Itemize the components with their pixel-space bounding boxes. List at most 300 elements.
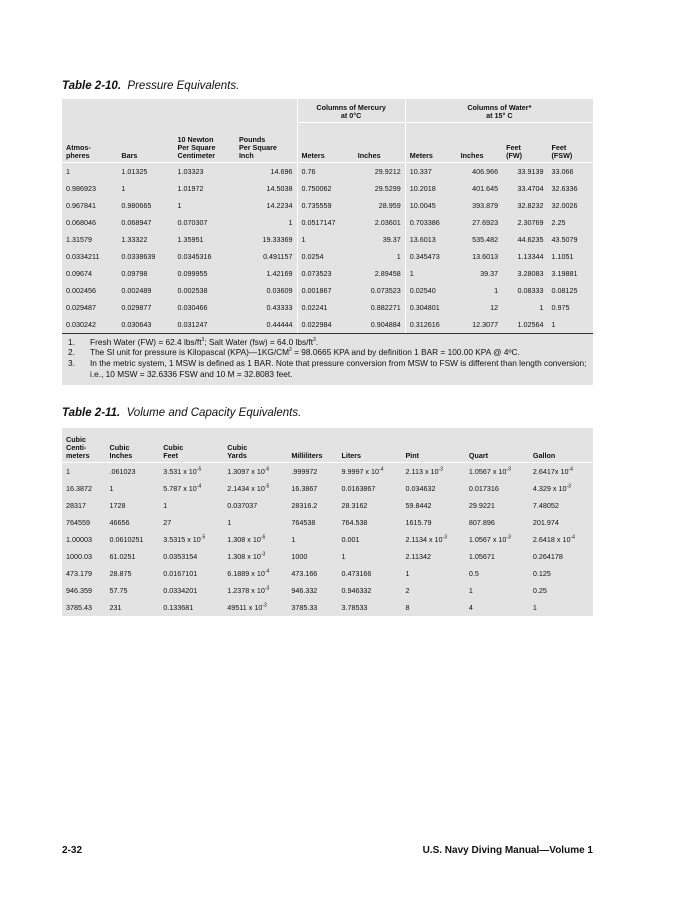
cell-exponent: -3 — [262, 602, 267, 609]
table-note — [68, 358, 587, 380]
table-cell: 0.09674 — [66, 268, 92, 278]
table-cell — [62, 582, 106, 599]
cell-exponent: -5 — [196, 466, 202, 473]
cell-value: 764538 — [291, 517, 316, 527]
cell-value: 2.113 x 10 — [405, 466, 439, 476]
table-cell: 0.0338639 — [121, 251, 156, 261]
table-cell: 0.0334211 — [66, 251, 100, 261]
table-title: Volume and Capacity Equivalents. — [126, 407, 302, 419]
table-cell: 1 — [121, 183, 126, 193]
note-text-part: = 98.0665 KPA and by definition 1 BAR = 100.00 KPA @ 4ºC. — [291, 347, 520, 358]
column-header — [354, 122, 405, 162]
cell-value: 1 — [405, 568, 410, 578]
table-cell — [159, 548, 223, 565]
table-cell: 0.0345316 — [177, 251, 212, 261]
table-cell — [106, 548, 160, 565]
table-cell — [62, 462, 106, 480]
table-cell: 12.3077 — [472, 319, 499, 329]
cell-value: 59.8442 — [405, 500, 432, 510]
cell-value: 1.308 x 10 — [227, 551, 261, 561]
pressure-table-body — [62, 162, 593, 333]
table-cell: 0.345473 — [405, 248, 456, 265]
table-cell — [287, 480, 337, 497]
cell-value: 1.00003 — [66, 534, 92, 544]
table-cell — [337, 480, 401, 497]
table-row — [62, 565, 593, 582]
cell-value: 1.3097 x 10 — [227, 466, 265, 476]
table-cell — [402, 565, 465, 582]
table-cell — [223, 531, 287, 548]
volume-table-body — [62, 462, 593, 616]
note-text-part: 2 — [289, 347, 292, 354]
cell-value: 16.3867 — [291, 483, 318, 493]
table-cell — [337, 531, 401, 548]
table-cell — [159, 480, 223, 497]
cell-value: .061023 — [109, 466, 136, 476]
table-cell: 10.2018 — [405, 180, 456, 197]
note-text-part: The SI unit for pressure is Kilopascal (KPA)—1KG/CM — [90, 347, 290, 358]
table-cell — [402, 531, 465, 548]
column-header — [502, 122, 547, 162]
table-cell: 393.879 — [472, 200, 499, 210]
table-cell: 32.6336 — [551, 183, 578, 193]
table-cell: 33.9139 — [517, 166, 544, 176]
cell-value: 764559 — [66, 517, 90, 527]
table-cell: 39.37 — [480, 268, 499, 278]
table-cell — [159, 497, 223, 514]
cell-value: 0.25 — [532, 585, 547, 595]
table-title: Pressure Equivalents. — [127, 80, 240, 92]
group-header-line: Columns of Mercury — [316, 103, 386, 112]
table-cell: 13.6013 — [472, 251, 499, 261]
table-cell — [402, 462, 465, 480]
table-note — [68, 337, 587, 348]
note-number: 2. — [68, 347, 75, 358]
cell-value: 1 — [341, 551, 346, 561]
table-row — [62, 299, 593, 316]
table-cell — [529, 548, 593, 565]
cell-value: 946.359 — [66, 585, 92, 595]
table-row — [62, 531, 593, 548]
cell-value: 2.6418 x 10 — [532, 534, 571, 544]
table-cell: 14.2234 — [266, 200, 293, 210]
table-cell: 1 — [177, 200, 182, 210]
table-cell — [159, 582, 223, 599]
table-cell: 1.01325 — [121, 166, 148, 176]
table-cell: 1 — [539, 302, 544, 312]
table-cell — [465, 514, 529, 531]
table-cell: 0.068046 — [66, 217, 96, 227]
table-cell: 0.882271 — [370, 302, 401, 312]
table-cell: 0.073523 — [297, 265, 354, 282]
cell-value: 1 — [66, 466, 70, 476]
column-header-line: Centi- — [66, 442, 87, 452]
column-header-line: Cubic — [163, 442, 184, 452]
table-cell: 1 — [494, 285, 499, 295]
column-header-line: Yards — [227, 451, 247, 461]
cell-exponent: -4 — [264, 568, 270, 575]
table-label: Table 2-10. — [62, 80, 122, 92]
column-header-line: 10 Newton — [177, 134, 214, 144]
group-header-line: Columns of Water* — [467, 103, 532, 112]
table-row — [62, 282, 593, 299]
cell-value: 1.0567 x 10 — [468, 534, 507, 544]
table-row — [62, 180, 593, 197]
table-cell: 0.975 — [551, 302, 570, 312]
note-text — [90, 358, 587, 380]
cell-value: 3.78533 — [341, 602, 368, 612]
note-text-part: . — [315, 336, 319, 347]
table-cell — [337, 565, 401, 582]
table-cell: 14.696 — [270, 166, 293, 176]
cell-value: 61.0251 — [109, 551, 136, 561]
cell-value: 1.05671 — [468, 551, 495, 561]
cell-value: 2.11342 — [405, 551, 431, 561]
column-header-line: Meters — [409, 151, 433, 161]
table-row — [62, 162, 593, 180]
column-header — [402, 428, 465, 462]
column-header-row — [62, 122, 593, 162]
column-header-line: Centimeter — [177, 151, 216, 161]
table-cell: 0.030643 — [121, 319, 152, 329]
table-cell: 1.1051 — [551, 251, 574, 261]
table-note — [68, 347, 587, 358]
column-header-line: Gallon — [532, 451, 556, 461]
table-cell — [159, 531, 223, 548]
table-cell: 0.022984 — [297, 316, 354, 333]
table-cell: 0.750062 — [297, 180, 354, 197]
table-label: Table 2-11. — [62, 407, 121, 419]
column-header-line: Feet — [163, 451, 179, 461]
table-cell — [223, 599, 287, 616]
cell-exponent: -3 — [438, 466, 443, 473]
table-cell: 0.312616 — [405, 316, 456, 333]
cell-value: 3.531 x 10 — [163, 466, 197, 476]
column-header — [223, 428, 287, 462]
table-cell: 1.33322 — [121, 234, 148, 244]
cell-value: 29.9221 — [468, 500, 495, 510]
group-header-row — [62, 99, 593, 122]
table-cell: 1.03323 — [177, 166, 204, 176]
cell-value: 16.3872 — [66, 483, 92, 493]
table-cell — [106, 565, 160, 582]
table-cell — [402, 497, 465, 514]
cell-value: 0.946332 — [341, 585, 372, 595]
table-cell: 0.031247 — [177, 319, 208, 329]
table-cell: 27.6923 — [472, 217, 499, 227]
table-cell: 406.966 — [472, 166, 499, 176]
table-cell: 0.904884 — [370, 319, 401, 329]
cell-exponent: -6 — [264, 466, 270, 473]
table-row — [62, 514, 593, 531]
table-row — [62, 197, 593, 214]
table-cell: 0.986923 — [66, 183, 96, 193]
cell-value: 1 — [291, 534, 296, 544]
table-cell — [337, 599, 401, 616]
cell-exponent: -5 — [200, 534, 206, 541]
column-header-line: Meters — [301, 151, 325, 161]
cell-value: 2.1134 x 10 — [405, 534, 443, 544]
table-cell: 2.89458 — [374, 268, 401, 278]
table-cell: 0.068947 — [121, 217, 152, 227]
column-header — [287, 428, 337, 462]
table-cell — [159, 565, 223, 582]
cell-value: 0.473166 — [341, 568, 372, 578]
column-header — [106, 428, 160, 462]
table-row — [62, 231, 593, 248]
cell-value: 6.1889 x 10 — [227, 568, 265, 578]
table-cell — [529, 565, 593, 582]
table-cell — [106, 531, 160, 548]
table-cell: 33.066 — [551, 166, 574, 176]
cell-exponent: -4 — [196, 483, 202, 490]
table-cell: 1.42169 — [266, 268, 293, 278]
column-header-line: Feet — [506, 143, 521, 152]
column-header-line: meters — [66, 451, 90, 461]
cell-value: 8 — [405, 602, 410, 612]
table-cell — [465, 462, 529, 480]
column-header — [62, 122, 117, 162]
table-cell: 32.8232 — [517, 200, 544, 210]
table-notes — [62, 333, 593, 385]
table-cell — [62, 531, 106, 548]
cell-exponent: -3 — [506, 466, 511, 473]
column-header — [159, 428, 223, 462]
cell-value: 0.034632 — [405, 483, 436, 493]
table-cell — [337, 462, 401, 480]
table-cell: 0.099955 — [177, 268, 208, 278]
table-cell — [465, 480, 529, 497]
table-cell: 0.002489 — [121, 285, 152, 295]
table-cell: 1 — [288, 217, 293, 227]
column-header — [337, 428, 401, 462]
table-cell — [287, 582, 337, 599]
cell-value: 3.5315 x 10 — [163, 534, 201, 544]
volume-equivalents-table — [62, 428, 593, 616]
cell-value: 0.0163867 — [341, 483, 376, 493]
table-cell: 43.5079 — [551, 234, 578, 244]
cell-value: 27 — [163, 517, 172, 527]
table-cell — [337, 514, 401, 531]
cell-value: 0.0610251 — [109, 534, 144, 544]
cell-value: 201.974 — [532, 517, 559, 527]
cell-value: 28317 — [66, 500, 86, 510]
cell-exponent: -5 — [264, 483, 270, 490]
column-header — [62, 428, 106, 462]
table-cell — [465, 548, 529, 565]
table-cell: 401.645 — [472, 183, 499, 193]
table-cell — [62, 514, 106, 531]
table-cell — [287, 497, 337, 514]
table-cell — [223, 514, 287, 531]
table-cell: 0.030466 — [177, 302, 208, 312]
column-header-line: (FSW) — [551, 151, 573, 161]
table-row — [62, 214, 593, 231]
table-cell: 3.28083 — [517, 268, 544, 278]
table-cell — [529, 497, 593, 514]
table-cell — [159, 599, 223, 616]
column-header-line: Inches — [357, 151, 381, 161]
cell-value: 1 — [227, 517, 232, 527]
table-cell — [62, 548, 106, 565]
cell-value: 0.0353154 — [163, 551, 198, 561]
column-header-line: Quart — [468, 451, 489, 461]
table-cell: 2.03601 — [374, 217, 401, 227]
table-row — [62, 248, 593, 265]
cell-value: 0.0334201 — [163, 585, 198, 595]
cell-value: 57.75 — [109, 585, 128, 595]
table-cell: 13.6013 — [405, 231, 456, 248]
table-cell: 0.44444 — [266, 319, 293, 329]
cell-value: 0.0167101 — [163, 568, 198, 578]
table-cell: 0.304801 — [405, 299, 456, 316]
table-cell: 1.31579 — [66, 234, 92, 244]
table-row — [62, 582, 593, 599]
table-cell — [223, 480, 287, 497]
cell-value: 4 — [468, 602, 473, 612]
table-cell: 32.0026 — [551, 200, 578, 210]
table-2-11-caption — [62, 407, 301, 419]
table-cell: 0.029487 — [66, 302, 96, 312]
column-header-line: Inches — [460, 151, 484, 161]
table-cell — [529, 514, 593, 531]
table-row — [62, 497, 593, 514]
column-header — [405, 122, 456, 162]
book-title: U.S. Navy Diving Manual—Volume 1 — [422, 845, 593, 856]
column-header — [117, 122, 173, 162]
table-cell: 10.337 — [405, 162, 456, 180]
cell-exponent: -3 — [264, 585, 270, 592]
cell-exponent: -3 — [566, 483, 571, 490]
table-cell: 44.6235 — [517, 234, 544, 244]
note-text-part: In the metric system, 1 MSW is defined as 1 BAR. Note that pressure conversion from MSW to FSW is different than length conversion; i.e., 10 MSW = 32.6336 FSW and 10 M = 32.8083 feet. — [90, 358, 587, 379]
cell-value: 473.179 — [66, 568, 92, 578]
cell-value: 0.5 — [468, 568, 479, 578]
cell-value: 5.787 x 10 — [163, 483, 197, 493]
table-cell — [62, 480, 106, 497]
table-cell — [529, 480, 593, 497]
table-cell: 0.08333 — [517, 285, 544, 295]
table-cell — [62, 599, 106, 616]
table-cell — [402, 599, 465, 616]
group-header-mercury — [297, 99, 405, 122]
table-cell — [402, 514, 465, 531]
table-cell — [106, 582, 160, 599]
cell-exponent: -3 — [442, 534, 447, 541]
cell-value: 2.6417x 10 — [532, 466, 569, 476]
cell-value: 1 — [109, 483, 114, 493]
table-cell: 0.76 — [297, 162, 354, 180]
column-header-line: Per Square — [238, 143, 277, 152]
cell-value: 1615.79 — [405, 517, 432, 527]
table-cell — [465, 565, 529, 582]
table-cell — [223, 548, 287, 565]
cell-value: 473.166 — [291, 568, 318, 578]
cell-value: 807.896 — [468, 517, 495, 527]
table-cell: 1.35951 — [177, 234, 204, 244]
table-row — [62, 316, 593, 333]
table-cell: 0.029877 — [121, 302, 152, 312]
cell-value: 0.037037 — [227, 500, 258, 510]
cell-value: 28.3162 — [341, 500, 368, 510]
table-cell: 0.02241 — [297, 299, 354, 316]
table-cell — [337, 582, 401, 599]
note-number: 3. — [68, 358, 75, 369]
volume-table-grid — [62, 428, 593, 616]
cell-value: 0.017316 — [468, 483, 499, 493]
table-cell: 0.001867 — [297, 282, 354, 299]
column-header-line: Cubic — [227, 442, 248, 452]
cell-value: 764.538 — [341, 517, 368, 527]
table-cell: 14.5038 — [266, 183, 293, 193]
column-header — [297, 122, 354, 162]
table-cell: 29.9212 — [374, 166, 401, 176]
cell-exponent: -4 — [570, 534, 575, 541]
table-cell: 1 — [66, 166, 70, 176]
cell-value: 3785.43 — [66, 602, 92, 612]
column-header-line: pheres — [66, 151, 90, 161]
table-cell — [465, 599, 529, 616]
cell-value: .999972 — [291, 466, 318, 476]
note-text-part: Fresh Water (FW) = 62.4 lbs/ft — [90, 336, 202, 347]
cell-value: 28.875 — [109, 568, 132, 578]
cell-value: 1000.03 — [66, 551, 92, 561]
column-header-line: Pounds — [238, 134, 266, 144]
cell-value: 0.133681 — [163, 602, 194, 612]
table-cell — [62, 565, 106, 582]
column-header-line: Milliliters — [291, 451, 323, 461]
pressure-equivalents-table — [62, 99, 593, 385]
empty-group-cell — [62, 99, 297, 122]
table-cell: 28.959 — [378, 200, 401, 210]
table-cell — [402, 582, 465, 599]
table-cell: 0.43333 — [266, 302, 293, 312]
table-cell: 1 — [396, 251, 401, 261]
note-number: 1. — [68, 336, 75, 347]
table-cell — [159, 514, 223, 531]
table-row — [62, 548, 593, 565]
table-cell: 39.37 — [382, 234, 401, 244]
cell-value: 46656 — [109, 517, 130, 527]
table-cell — [287, 531, 337, 548]
note-text — [90, 347, 520, 358]
table-cell — [223, 582, 287, 599]
column-header-row — [62, 428, 593, 462]
cell-exponent: -6 — [260, 534, 266, 541]
table-cell: 1 — [551, 319, 556, 329]
column-header-line: Cubic — [66, 434, 86, 444]
cell-value: 0.125 — [532, 568, 551, 578]
table-cell — [106, 480, 160, 497]
table-cell — [465, 531, 529, 548]
cell-value: 28316.2 — [291, 500, 318, 510]
group-header-line: at 0°C — [340, 111, 362, 121]
table-row — [62, 462, 593, 480]
note-text-part: 3 — [313, 336, 316, 343]
table-cell: 1.13344 — [517, 251, 544, 261]
table-cell — [223, 565, 287, 582]
table-cell: 0.070307 — [177, 217, 208, 227]
table-cell: 0.735559 — [297, 197, 354, 214]
table-cell — [287, 599, 337, 616]
cell-value: 1.0567 x 10 — [468, 466, 507, 476]
cell-exponent: -3 — [260, 551, 266, 558]
column-header-line: Inch — [238, 151, 254, 161]
cell-value: 1 — [532, 602, 537, 612]
cell-value: 2 — [405, 585, 410, 595]
table-cell: 0.03609 — [266, 285, 293, 295]
table-2-10-caption — [62, 80, 239, 92]
